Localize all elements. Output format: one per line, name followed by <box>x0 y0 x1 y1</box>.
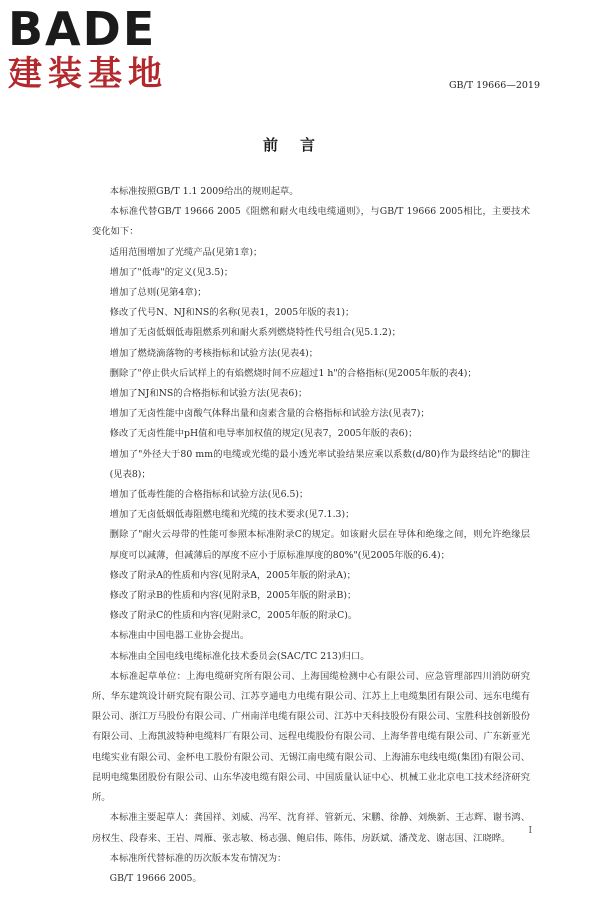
change-item: 删除了"停止供火后试样上的有焰燃烧时间不应超过1 h"的合格指标(见2005年版的表4)； <box>109 367 477 379</box>
standard-code: GB/T 19666—2019 <box>448 80 540 91</box>
change-item: 修改了附录C的性质和内容(见附录C，2005年版的附录C)。 <box>109 610 358 622</box>
paragraph-proposer: 本标准由中国电器工业协会提出。 <box>109 630 250 642</box>
page-title: 前言 <box>262 136 337 154</box>
change-item: 修改了附录B的性质和内容(见附录B，2005年版的附录B)； <box>109 590 357 602</box>
bade-logo <box>8 4 183 104</box>
change-item: 增加了"低毒"的定义(见3.5)； <box>109 266 234 278</box>
history-item: GB/T 19666 2005。 <box>109 872 202 884</box>
paragraph-committee: 本标准由全国电线电缆标准化技术委员会(SAC/TC 213)归口。 <box>109 650 370 662</box>
change-item: 删除了"耐火云母带的性能可参照本标准附录C的规定。如该耐火层在导体和绝缘之间，则允许绝缘层厚度可以减薄，但减薄后的厚度不应小于原标准厚度的80%"(见2005年版的6.4)； <box>109 529 530 561</box>
change-item: 增加了无卤低烟低毒阻燃电缆和光缆的技术要求(见7.1.3)； <box>109 509 355 521</box>
change-item: 适用范围增加了光缆产品(见第1章)； <box>109 246 263 258</box>
change-item: 增加了燃烧滴落物的考核指标和试验方法(见表4)； <box>109 347 319 359</box>
paragraph-drafters: 本标准主要起草人：龚国祥、刘威、冯军、沈育祥、管新元、宋鹏、徐静、刘焕新、王志辉、谢书鸿、房权生、段春来、王岩、周雁、张志敏、杨志强、鲍启伟、陈伟、房跃斌、潘茂龙、谢志国、江晓晔。 <box>92 812 530 844</box>
logo-brand-en: BADE <box>8 2 157 56</box>
paragraph-drafting-rules: 本标准按照GB/T 1.1 2009给出的规则起草。 <box>109 186 299 197</box>
page-number: I <box>528 826 532 836</box>
document-body <box>92 182 530 889</box>
change-item: 增加了总则(见第4章)； <box>109 287 207 299</box>
change-item: 增加了无卤性能中卤酸气体释出量和卤素含量的合格指标和试验方法(见表7)； <box>109 408 430 420</box>
paragraph-history-intro: 本标准所代替标准的历次版本发布情况为： <box>109 852 287 864</box>
change-item: 修改了无卤性能中pH值和电导率加权值的规定(见表7，2005年版的表6)； <box>109 428 418 440</box>
change-item: 增加了低毒性能的合格指标和试验方法(见6.5)； <box>109 489 309 501</box>
change-item: 修改了代号N、NJ和NS的名称(见表1，2005年版的表1)； <box>109 307 355 319</box>
paragraph-replacement: 本标准代替GB/T 19666 2005《阻燃和耐火电线电缆通则》，与GB/T 19666 2005相比，主要技术变化如下： <box>92 206 530 238</box>
paragraph-drafting-units: 本标准起草单位：上海电缆研究所有限公司、上海国缆检测中心有限公司、应急管理部四川消防研究所、华东建筑设计研究院有限公司、江苏亨通电力电缆有限公司、江苏上上电缆集团有限公司、远东电缆有限公司、浙江万马股份有限公司、广州南洋电缆有限公司、江苏中天科技股份有限公司、宝胜科技创新股份有限公司、上海凯波特种电缆料厂有限公司、远程电缆股份有限公司、上海华普电缆有限公司、广东新亚光电缆实业有限公司、金杯电工股份有限公司、无锡江南电缆有限公司、上海浦东电线电缆(集团)有限公司、昆明电缆集团股份有限公司、山东华凌电缆有限公司、中国质量认证中心、机械工业北京电工技术经济研究所。 <box>92 670 530 804</box>
change-item: 增加了无卤低烟低毒阻燃系列和耐火系列燃烧特性代号组合(见5.1.2)； <box>109 327 401 339</box>
logo-brand-cn: 建装基地 <box>8 54 168 94</box>
change-item: 增加了"外径大于80 mm的电缆或光缆的最小透光率试验结果应乘以系数(d/80)作为最终结论"的脚注(见表8)； <box>109 448 530 480</box>
change-item: 修改了附录A的性质和内容(见附录A，2005年版的附录A)； <box>109 569 356 581</box>
change-item: 增加了NJ和NS的合格指标和试验方法(见表6)； <box>109 388 308 400</box>
